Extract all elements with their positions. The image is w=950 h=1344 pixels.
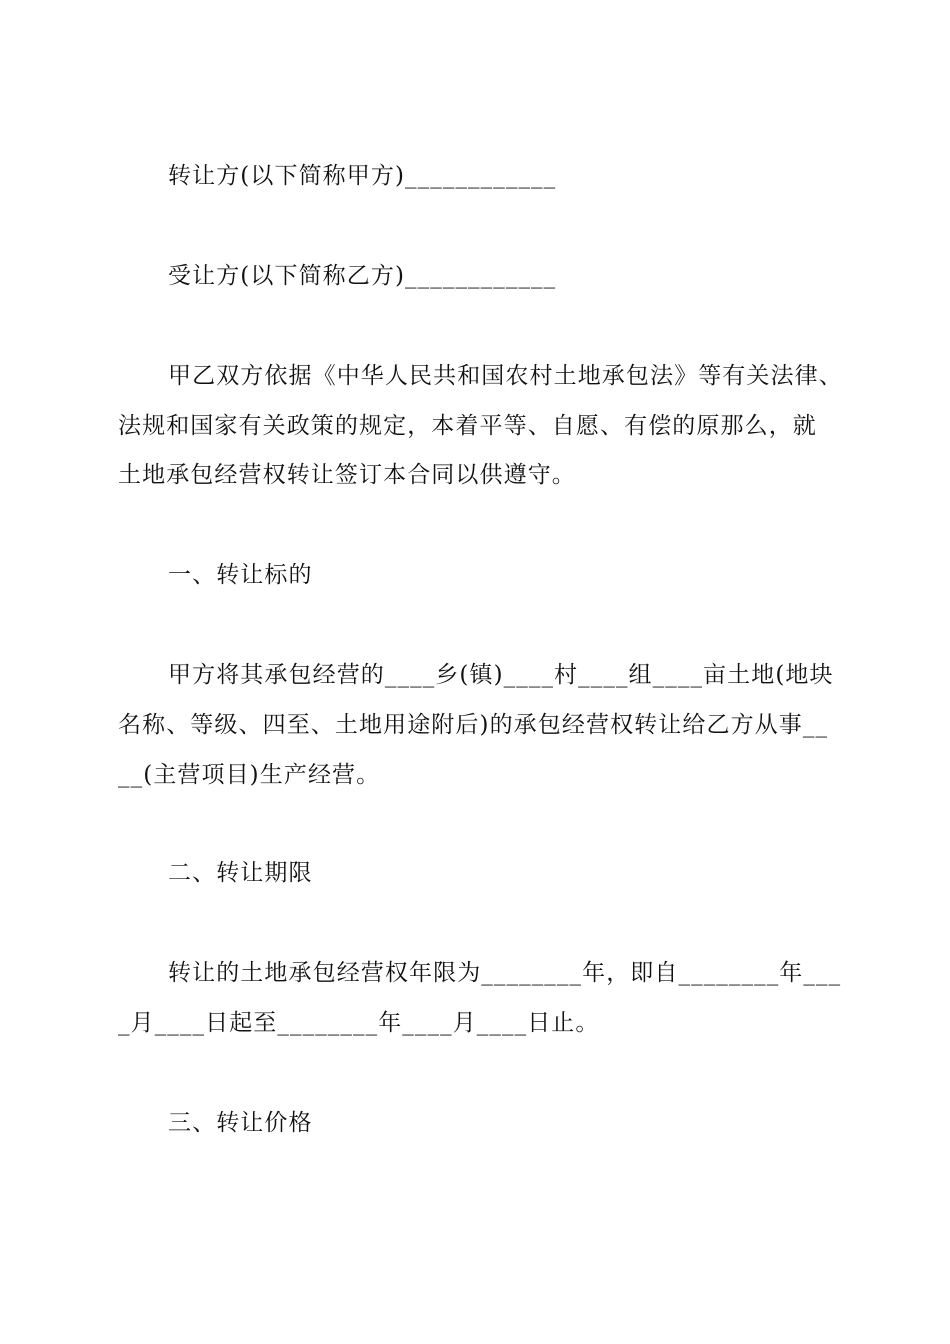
- party-a-line: 转让方(以下简称甲方)____________: [168, 163, 557, 189]
- section1-body-line-3: __(主营项目)生产经营。: [118, 762, 381, 788]
- preamble-line-1: 甲乙双方依据《中华人民共和国农村土地承包法》等有关法律、: [168, 363, 843, 389]
- preamble-line-2: 法规和国家有关政策的规定，本着平等、自愿、有偿的原那么，就: [118, 413, 817, 439]
- section2-body-line-1: 转让的土地承包经营权年限为________年，即自________年___: [168, 960, 842, 986]
- section1-body-line-1: 甲方将其承包经营的____乡(镇)____村____组____亩土地(地块: [168, 662, 834, 688]
- section2-heading: 二、转让期限: [168, 860, 313, 886]
- section1-heading: 一、转让标的: [168, 562, 313, 588]
- section3-heading: 三、转让价格: [168, 1110, 313, 1136]
- section1-body-line-2: 名称、等级、四至、土地用途附后)的承包经营权转让给乙方从事__: [118, 712, 829, 738]
- party-b-line: 受让方(以下简称乙方)____________: [168, 263, 557, 289]
- section2-body-line-2: _月____日起至________年____月____日止。: [118, 1010, 600, 1036]
- preamble-line-3: 土地承包经营权转让签订本合同以供遵守。: [118, 462, 576, 488]
